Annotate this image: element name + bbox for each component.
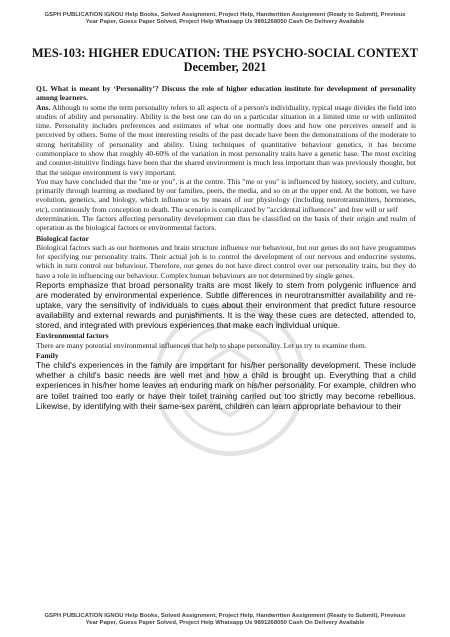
heading-family: Family <box>36 350 59 360</box>
answer-paragraph-1-text: Although to some the term personality refers to all aspects of a person's individuality, typical usage divides the field into studies of ability and personality. Ability is the best one can do on a particular situation in a limited time or with unlimited time. Personality includes preferences and estimates of what one normally does and how one perceives oneself and is perceived by others. Some of the most interesting results of the past decade have been the demonstrations of the moderate to strong heritability of personality and ability. Using techniques of quantitative behaviour genetics, it has become commonplace to show that roughly 40-60% of the variation in most personality traits have a genetic base. The most exciting and counter-intuitive findings have been that the shared environment is much less important than was previously thought, but that the unique environment is very important. <box>36 102 416 177</box>
title-session: December, 2021 <box>183 60 267 74</box>
document-title <box>20 46 430 74</box>
answer-paragraph-2: You may have concluded that the "me or you", is at the centre. This "me or you" is influenced by history, society, and culture, primarily through learning as mediated by our families, peers, the media, and so on at the upper end. At the bottom, we have evolution, genetics, and biology, which influence us by means of our physiology (including neurotransmitters, hormones, etc), continuously from conception to death. The scenario is complicated by "accidental influences" and free will or self <box>36 176 416 214</box>
answer-paragraph-3: determination. The factors affecting personality development can thus be classified on the basis of their origin and realm of operation as the biological factors or environmental factors. <box>36 213 416 233</box>
answer-paragraph-7: The child's experiences in the family are important for his/her personality development. These include whether a child's basic needs are well met and how a child is brought up. Everything that a child experiences in his/her home leaves an enduring mark on his/her personality. For example, children who are toilet trained too early or have their toilet training carried out too strictly may become rebellious. Likewise, by identifying with their same-sex parent, children can learn appropriate behaviour to their <box>36 360 416 411</box>
document-body <box>36 84 416 411</box>
heading-environmental: Environmental factors <box>36 331 109 341</box>
answer-paragraph-6: There are many potential environmental influences that help to shape personality. Let us try to examine them. <box>36 340 367 350</box>
page-header: GSPH PUBLICATION IGNOU Help Books, Solved Assignment, Project Help, Handwritten Assignment (Ready to Submit), Previous Year Paper, Guess Paper Solved, Project Help Whatsapp Us 9891268050 Cash On Delivery Available <box>44 12 406 26</box>
question-text: Q1. What is meant by ‘Personality’? Discuss the role of higher education institute for development of personality among learners. <box>36 84 416 103</box>
answer-paragraph-5: Reports emphasize that broad personality traits are most likely to stem from polygenic influence and are moderated by environmental experience. Subtle differences in neurotransmitter availability and re-uptake, vary the sensitivity of individuals to cues about their environment that predict future resource availability and external rewards and punishments. It is the way these cues are detected, attended to, stored, and integrated with previous experiences that make each individual unique. <box>36 279 416 331</box>
answer-paragraph-1 <box>36 103 416 177</box>
page-footer: GSPH PUBLICATION IGNOU Help Books, Solved Assignment, Project Help, Handwritten Assignment (Ready to Submit), Previous Year Paper, Guess Paper Solved, Project Help Whatsapp Us 9891268050 Cash On Delivery Available <box>44 613 406 627</box>
title-course: MES-103: HIGHER EDUCATION: THE PSYCHO-SOCIAL CONTEXT <box>32 46 418 60</box>
answer-paragraph-4: Biological factors such as our hormones and brain structure influence our behaviour, but our genes do not have programmes for specifying our personality traits. Their actual job is to control the development of our nervous and endocrine systems, which in turn control our behaviour. Therefore, our genes do not have direct control over our personality traits, but they do have a role in influencing our behaviour. Complex human behaviours are not determined by single genes. <box>36 242 416 280</box>
answer-label: Ans. <box>36 102 51 112</box>
heading-biological: Biological factor <box>36 233 90 243</box>
